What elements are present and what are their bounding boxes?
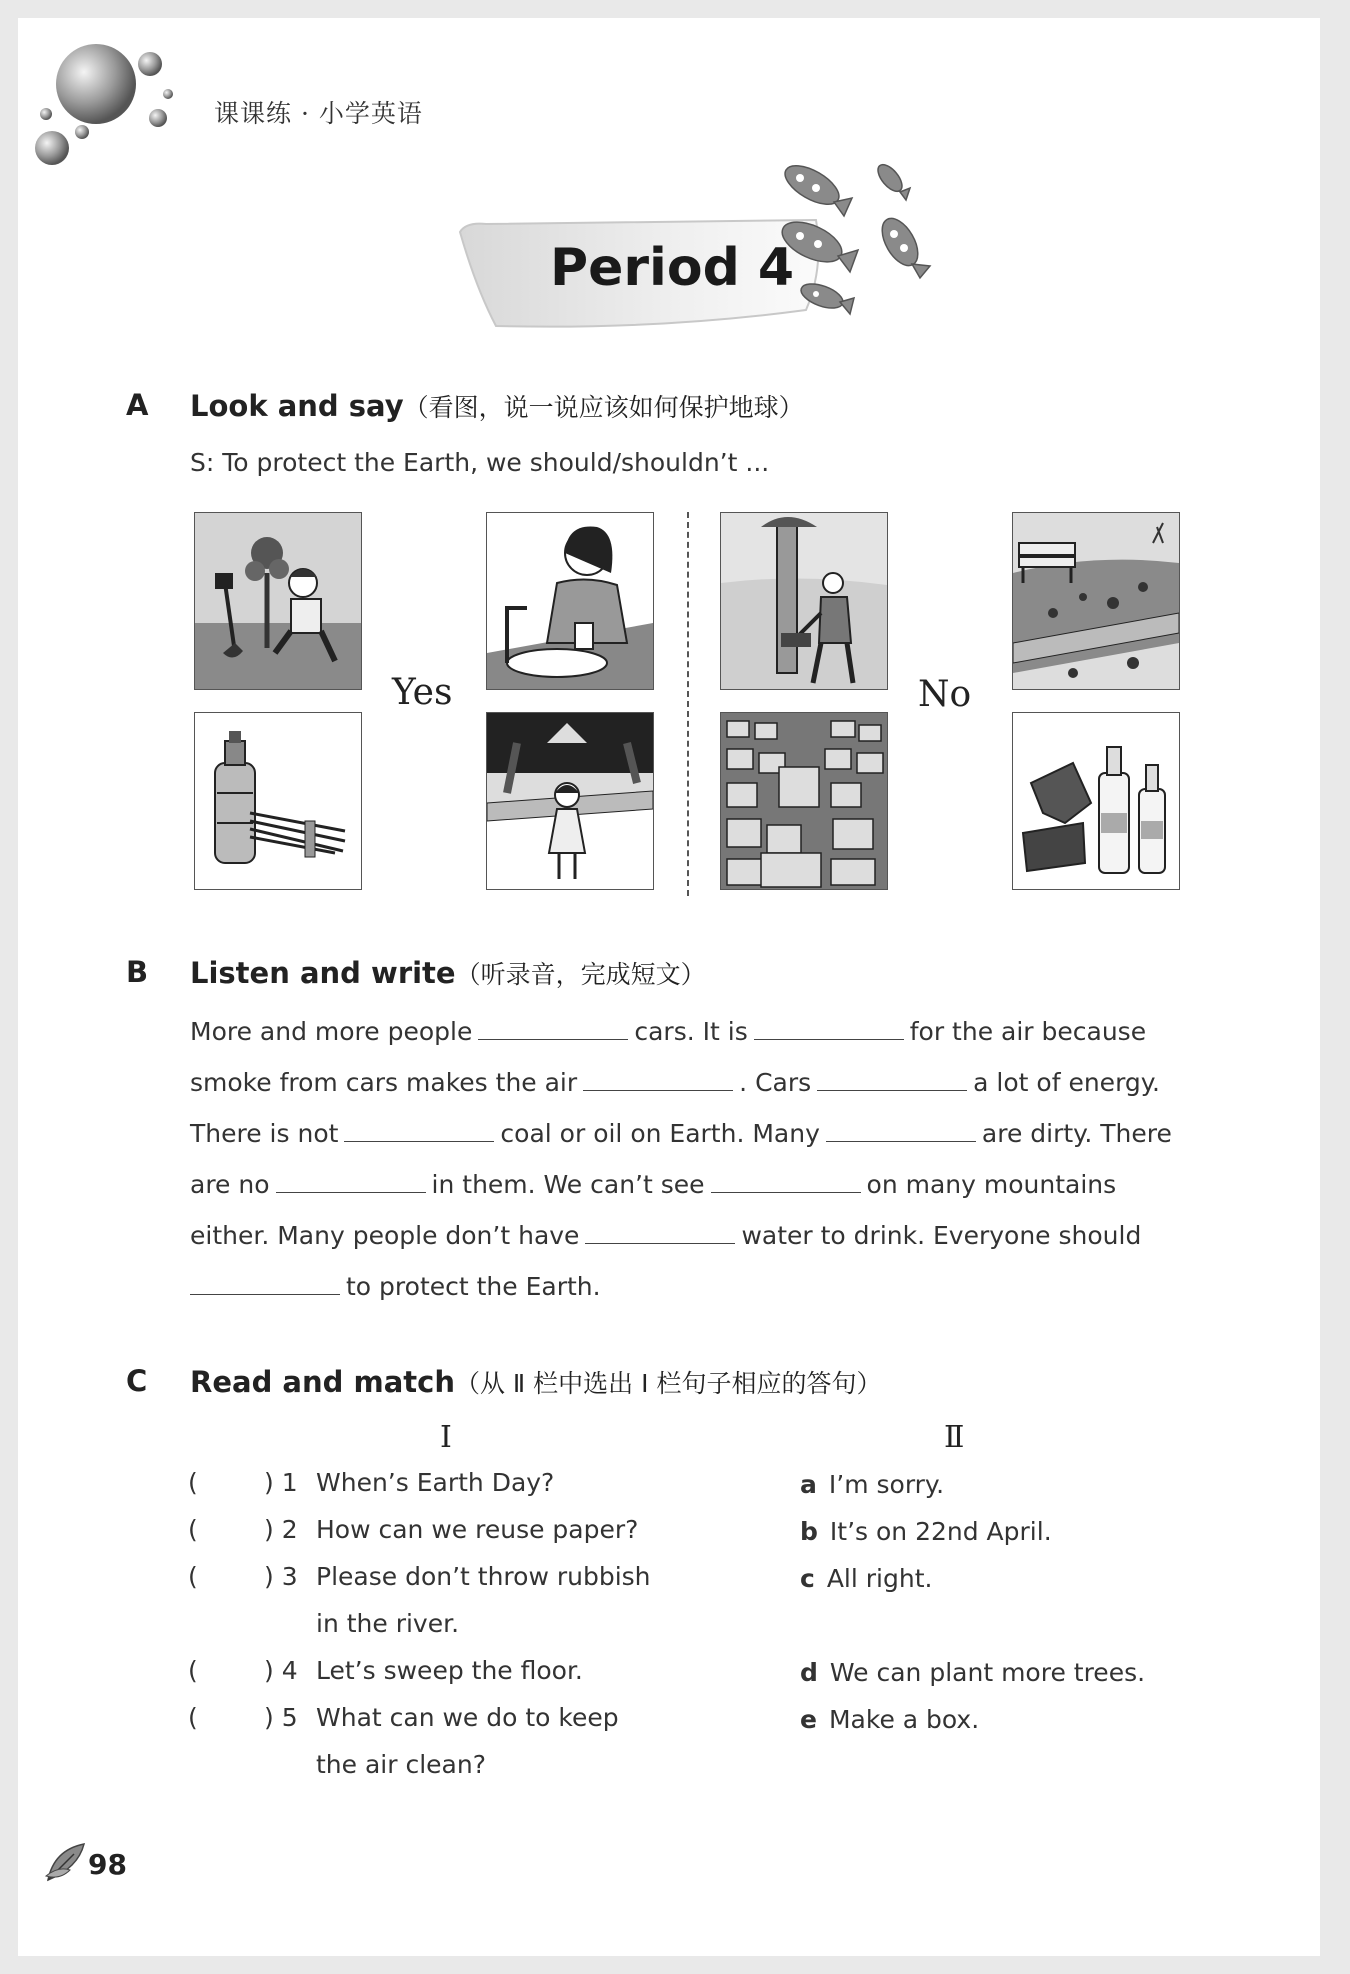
passage-line-2: [190, 1068, 1160, 1097]
passage-line-1: [190, 1017, 1146, 1046]
column-i-head: Ⅰ: [440, 1420, 452, 1455]
section-c-note: （从 Ⅱ 栏中选出 Ⅰ 栏句子相应的答句）: [454, 1369, 882, 1398]
passage-line-3: [190, 1119, 1172, 1148]
answer-option: [800, 1517, 1052, 1546]
picture-traffic-jam: [720, 712, 888, 890]
section-a-prompt: S: To protect the Earth, we should/shouldn’t ...: [190, 448, 770, 477]
answer-blank[interactable]: [276, 1191, 426, 1193]
section-a-letter: A: [126, 388, 149, 422]
question-number: ) 3: [264, 1562, 298, 1591]
passage-text: a lot of energy.: [973, 1068, 1160, 1097]
column-ii-head: Ⅱ: [944, 1420, 965, 1455]
picture-littered-park: [1012, 512, 1180, 690]
answer-letter: d: [800, 1658, 818, 1687]
passage-text: in them. We can’t see: [431, 1170, 705, 1199]
picture-planting-tree: [194, 512, 362, 690]
answer-text: We can plant more trees.: [829, 1658, 1146, 1687]
answer-text: Make a box.: [828, 1705, 980, 1734]
section-b-letter: B: [126, 955, 149, 989]
yes-label: Yes: [392, 672, 453, 713]
passage-text: on many mountains: [866, 1170, 1117, 1199]
answer-option: [800, 1564, 932, 1593]
answer-blank[interactable]: [583, 1089, 733, 1091]
passage-text: water to drink. Everyone should: [741, 1221, 1142, 1250]
picture-saving-water: [486, 512, 654, 690]
passage-text: smoke from cars makes the air: [190, 1068, 578, 1097]
answer-blank[interactable]: [711, 1191, 861, 1193]
answer-option: [800, 1705, 979, 1734]
section-a-title-text: Look and say: [190, 389, 404, 423]
answer-blank[interactable]: [817, 1089, 967, 1091]
question-text-continued: in the river.: [316, 1609, 460, 1638]
picture-walking-girl: [486, 712, 654, 890]
section-b-title: [190, 955, 706, 991]
question-text: What can we do to keep: [316, 1703, 619, 1732]
page-number: 98: [88, 1848, 127, 1881]
passage-line-5: [190, 1221, 1141, 1250]
passage-line-6: [190, 1272, 601, 1301]
answer-letter: a: [800, 1470, 817, 1499]
section-b-note: （听录音，完成短文）: [455, 960, 706, 989]
question-number: ) 2: [264, 1515, 298, 1544]
answer-blank[interactable]: [585, 1242, 735, 1244]
question-text: When’s Earth Day?: [316, 1468, 555, 1497]
question-text: Please don’t throw rubbish: [316, 1562, 651, 1591]
question-number: ) 1: [264, 1468, 298, 1497]
answer-text: It’s on 22nd April.: [829, 1517, 1052, 1546]
question-text: Let’s sweep the floor.: [316, 1656, 583, 1685]
section-c-title-text: Read and match: [190, 1365, 455, 1399]
leaf-icon: [44, 1840, 88, 1884]
series-title: 课课练 · 小学英语: [214, 99, 423, 128]
yes-no-divider: [687, 512, 689, 896]
section-c-title: [190, 1364, 881, 1400]
section-a-note: （看图，说一说应该如何保护地球）: [403, 393, 804, 422]
passage-text: . Cars: [739, 1068, 812, 1097]
answer-blank[interactable]: [754, 1038, 904, 1040]
answer-paren[interactable]: (: [188, 1515, 198, 1544]
answer-letter: c: [800, 1564, 815, 1593]
answer-letter: b: [800, 1517, 818, 1546]
question-number: ) 4: [264, 1656, 298, 1685]
answer-paren[interactable]: (: [188, 1656, 198, 1685]
bubbles-decoration: [28, 38, 178, 168]
no-label: No: [918, 674, 972, 715]
passage-text: either. Many people don’t have: [190, 1221, 580, 1250]
answer-option: [800, 1470, 944, 1499]
section-c-letter: C: [126, 1364, 148, 1398]
question-number: ) 5: [264, 1703, 298, 1732]
fish-icon: [760, 150, 940, 320]
passage-text: cars. It is: [634, 1017, 748, 1046]
answer-blank[interactable]: [826, 1140, 976, 1142]
section-a-title: [190, 388, 804, 424]
picture-cutting-tree: [720, 512, 888, 690]
question-text-continued: the air clean?: [316, 1750, 486, 1779]
answer-paren[interactable]: (: [188, 1468, 198, 1497]
passage-text: are dirty. There: [981, 1119, 1172, 1148]
answer-letter: e: [800, 1705, 817, 1734]
answer-paren[interactable]: (: [188, 1703, 198, 1732]
picture-plastic-waste: [1012, 712, 1180, 890]
question-text: How can we reuse paper?: [316, 1515, 639, 1544]
answer-blank[interactable]: [344, 1140, 494, 1142]
answer-text: I’m sorry.: [828, 1470, 945, 1499]
answer-paren[interactable]: (: [188, 1562, 198, 1591]
passage-text: More and more people: [190, 1017, 473, 1046]
answer-blank[interactable]: [190, 1293, 340, 1295]
passage-text: There is not: [190, 1119, 339, 1148]
passage-line-4: [190, 1170, 1116, 1199]
passage-text: coal or oil on Earth. Many: [500, 1119, 820, 1148]
answer-option: [800, 1658, 1145, 1687]
page-title: Period 4: [550, 238, 795, 298]
answer-text: All right.: [826, 1564, 933, 1593]
section-b-title-text: Listen and write: [190, 956, 456, 990]
passage-text: for the air because: [909, 1017, 1147, 1046]
picture-reused-bottle: [194, 712, 362, 890]
passage-text: to protect the Earth.: [346, 1272, 601, 1301]
passage-text: are no: [190, 1170, 270, 1199]
answer-blank[interactable]: [478, 1038, 628, 1040]
